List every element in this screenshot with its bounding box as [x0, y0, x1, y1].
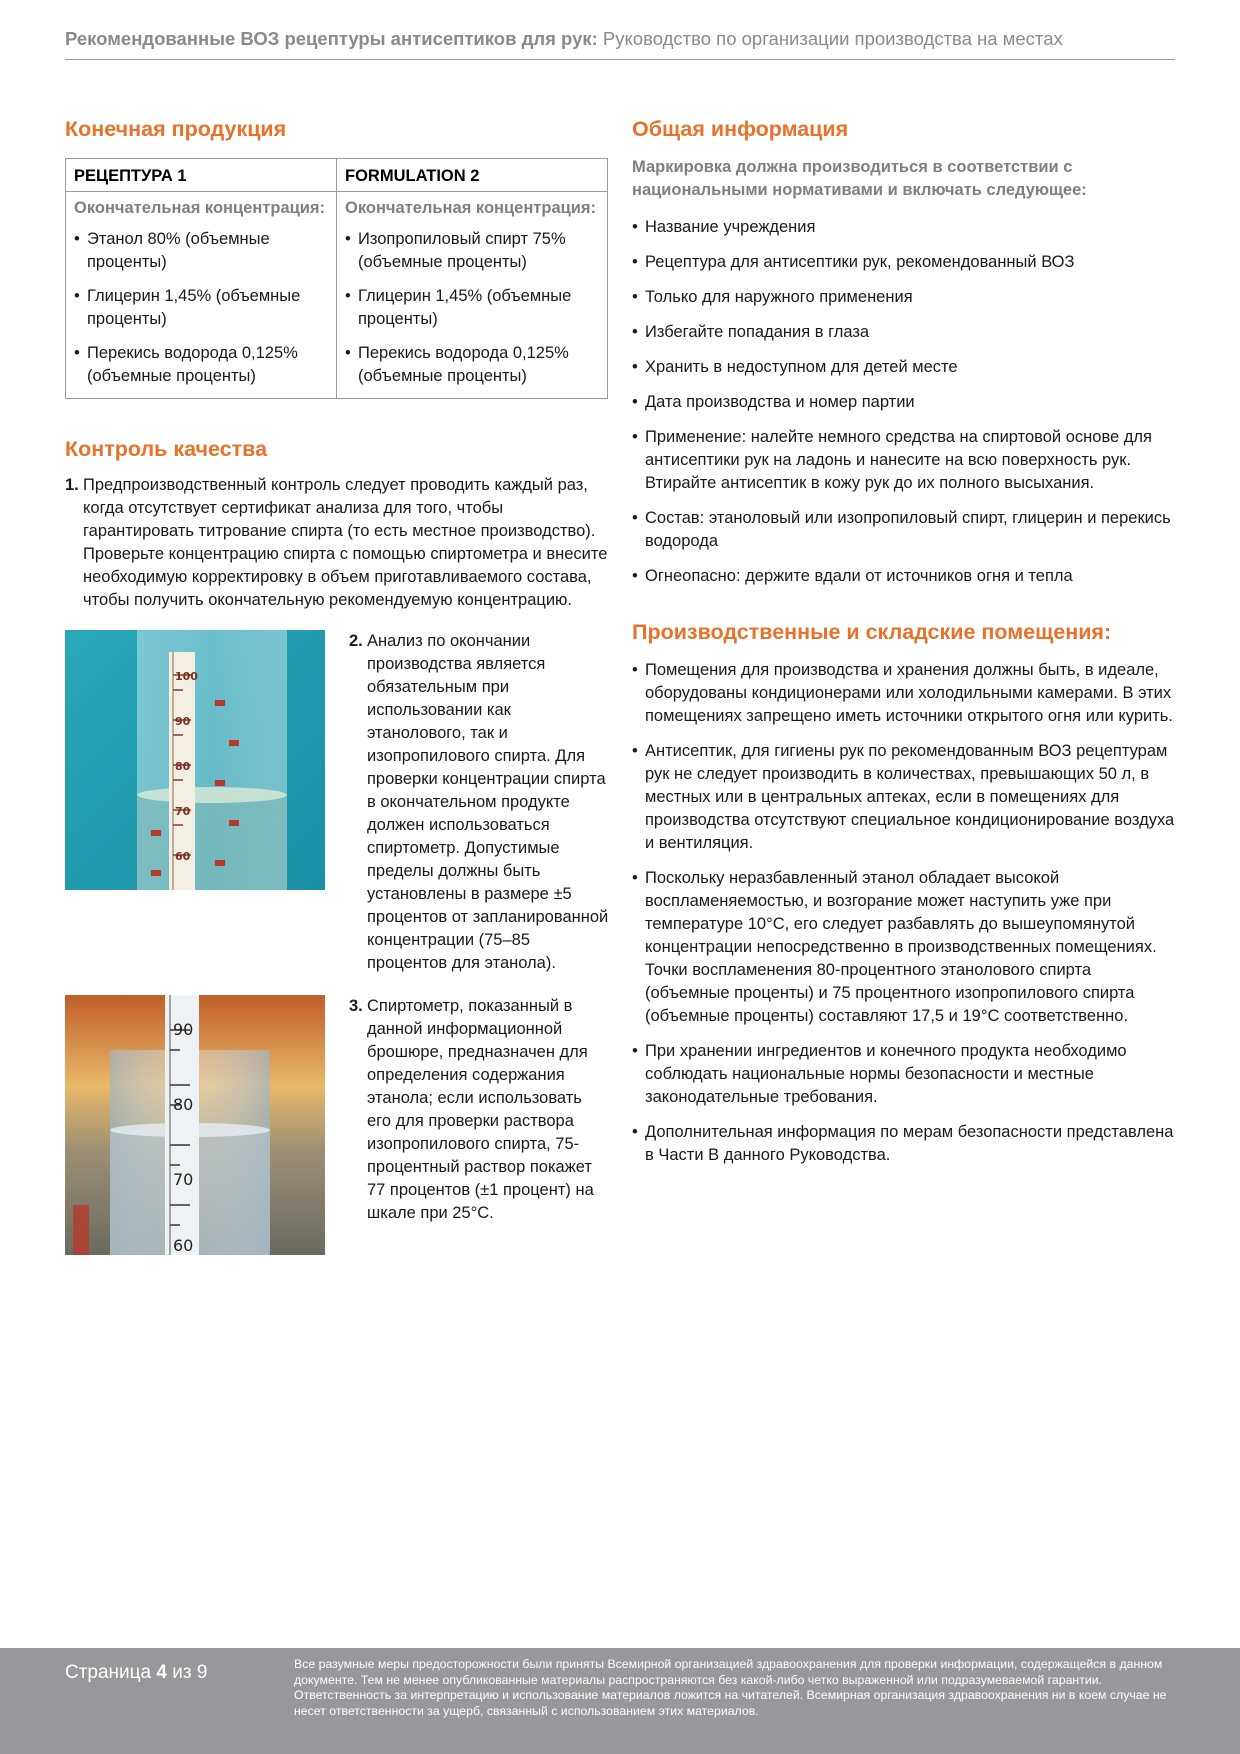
- scale-label: 90: [175, 715, 191, 728]
- header-title-rest: Руководство по организации производства на местах: [597, 28, 1063, 49]
- header-title-bold: Рекомендованные ВОЗ рецептуры антисептиков для рук:: [65, 28, 598, 49]
- production-title: Производственные и складские помещения:: [632, 620, 1112, 644]
- list-item: • Глицерин 1,45% (объемные проценты): [345, 285, 599, 331]
- formulation-2-cell: [337, 192, 608, 399]
- qc-row-2: [65, 630, 610, 975]
- general-info-list: [632, 216, 1177, 588]
- page-current: 4: [156, 1662, 167, 1683]
- page-total: 9: [196, 1662, 208, 1683]
- formulation-1-header: РЕЦЕПТУРА 1: [66, 159, 337, 192]
- qc-item-number: 2.: [349, 632, 363, 650]
- formulation-2-list: [345, 228, 599, 388]
- left-column: [65, 117, 610, 1255]
- list-item: • Название учреждения: [632, 216, 1177, 239]
- list-item: • Огнеопасно: держите вдали от источников огня и тепла: [632, 565, 1177, 588]
- scale-label: 60: [175, 850, 191, 863]
- hydrometer-photo-2: [65, 995, 325, 1255]
- list-item: • Поскольку неразбавленный этанол обладает высокой воспламеняемостью, и возгорание может наступить уже при температуре 10°C, его следует разбавлять до вышеупомянутой концентрации непосредственно в производственных помещениях. Точки воспламенения 80-процентного этанолового спирта (объемные проценты) и 75 процентного изопропилового спирта (объемные проценты) составляют 17,5 и 19°C соответственно.: [632, 867, 1177, 1028]
- scale-label: 100: [175, 670, 198, 683]
- list-item: • Только для наружного применения: [632, 286, 1177, 309]
- concentration-label: Окончательная концентрация:: [345, 199, 597, 217]
- scale-label: 90: [173, 1020, 194, 1039]
- qc-item-number: 3.: [349, 997, 363, 1015]
- general-info-intro: Маркировка должна производиться в соответствии с национальными нормативами и включать следующее:: [632, 158, 1087, 199]
- list-item: • При хранении ингредиентов и конечного продукта необходимо соблюдать национальные нормы безопасности и местные законодательные требования.: [632, 1040, 1177, 1109]
- formulation-1-cell: [66, 192, 337, 399]
- quality-control-title: Контроль качества: [65, 437, 268, 461]
- list-item: • Глицерин 1,45% (объемные проценты): [74, 285, 328, 331]
- formulation-1-list: [74, 228, 328, 388]
- scale-label: 80: [173, 1095, 194, 1114]
- qc-item-text: Спиртометр, показанный в данной информационной брошюре, предназначен для определения содержания этанола; если использовать его для проверки раствора изопропилового спирта, 75-процентный раствор покажет 77 процентов (±1 процент) на шкале при 25°C.: [367, 997, 594, 1222]
- scale-label: 60: [173, 1236, 194, 1255]
- list-item: • Применение: налейте немного средства на спиртовой основе для антисептики рук на ладонь и нанесите на всю поверхность рук. Втирайте антисептик в кожу рук до их полного высыхания.: [632, 426, 1177, 495]
- list-item: • Хранить в недоступном для детей месте: [632, 356, 1177, 379]
- qc-item-number: 1.: [65, 476, 79, 494]
- general-info-title: Общая информация: [632, 117, 849, 141]
- formulation-table: [65, 158, 608, 399]
- qc-item-2: [349, 630, 610, 975]
- list-item: • Помещения для производства и хранения должны быть, в идеале, оборудованы кондиционерами или холодильными камерами. В этих помещениях запрещено иметь источники открытого огня или курить.: [632, 659, 1177, 728]
- list-item: • Изопропиловый спирт 75% (объемные проценты): [345, 228, 599, 274]
- right-column: [632, 117, 1177, 1179]
- page-number: [65, 1662, 207, 1684]
- hydrometer-photo-1: [65, 630, 325, 890]
- page-mid: из: [166, 1662, 197, 1683]
- list-item: • Избегайте попадания в глаза: [632, 321, 1177, 344]
- scale-label: 80: [175, 760, 191, 773]
- qc-item-3: [349, 995, 610, 1255]
- list-item: • Перекись водорода 0,125% (объемные проценты): [345, 342, 599, 388]
- qc-item-text: Предпроизводственный контроль следует проводить каждый раз, когда отсутствует сертификат анализа для того, чтобы гарантировать титрование спирта (то есть местное производство). Проверьте концентрацию спирта с помощью спиртометра и внесите необходимую корректировку в объем приготавливаемого состава, чтобы получить окончательную рекомендуемую концентрацию.: [83, 476, 608, 609]
- page-header: [65, 28, 1175, 60]
- list-item: • Этанол 80% (объемные проценты): [74, 228, 328, 274]
- final-product-title: Конечная продукция: [65, 117, 287, 141]
- scale-label: 70: [173, 1170, 194, 1189]
- list-item: • Антисептик, для гигиены рук по рекомендованным ВОЗ рецептурам рук не следует производить в количествах, превышающих 50 л, в местных или в центральных аптеках, если в помещениях для производства отсутствуют специальное кондиционирование воздуха и вентиляция.: [632, 740, 1177, 855]
- list-item: • Состав: этаноловый или изопропиловый спирт, глицерин и перекись водорода: [632, 507, 1177, 553]
- qc-item-text: Анализ по окончании производства является обязательным при использовании как этанолового, так и изопропилового спирта. Для проверки концентрации спирта в окончательном продукте должен использоваться спиртометр. Допустимые пределы должны быть установлены в размере ±5 процентов от запланированной концентрации (75–85 процентов для этанола).: [367, 632, 609, 972]
- formulation-2-header: FORMULATION 2: [337, 159, 608, 192]
- list-item: • Дополнительная информация по мерам безопасности представлена в Части В данного Руководства.: [632, 1121, 1177, 1167]
- concentration-label: Окончательная концентрация:: [74, 199, 326, 217]
- list-item: • Перекись водорода 0,125% (объемные проценты): [74, 342, 328, 388]
- scale-label: 70: [175, 805, 191, 818]
- page-prefix: Страница: [65, 1662, 157, 1683]
- disclaimer-text: Все разумные меры предосторожности были приняты Всемирной организацией здравоохранения для проверки информации, содержащейся в данном документе. Тем не менее опубликованные материалы распространяются без какой-либо четко выраженной или подразумеваемой гарантии. Ответственность за интерпретацию и использование материалов ложится на читателей. Всемирная организация здравоохранения ни в коем случае не несет ответственности за ущерб, связанный с использованием этих материалов.: [294, 1657, 1167, 1718]
- production-list: [632, 659, 1177, 1167]
- list-item: • Дата производства и номер партии: [632, 391, 1177, 414]
- page-footer: [0, 1648, 1240, 1754]
- qc-row-3: [65, 995, 610, 1255]
- list-item: • Рецептура для антисептики рук, рекомендованный ВОЗ: [632, 251, 1177, 274]
- qc-item-1: [65, 474, 610, 612]
